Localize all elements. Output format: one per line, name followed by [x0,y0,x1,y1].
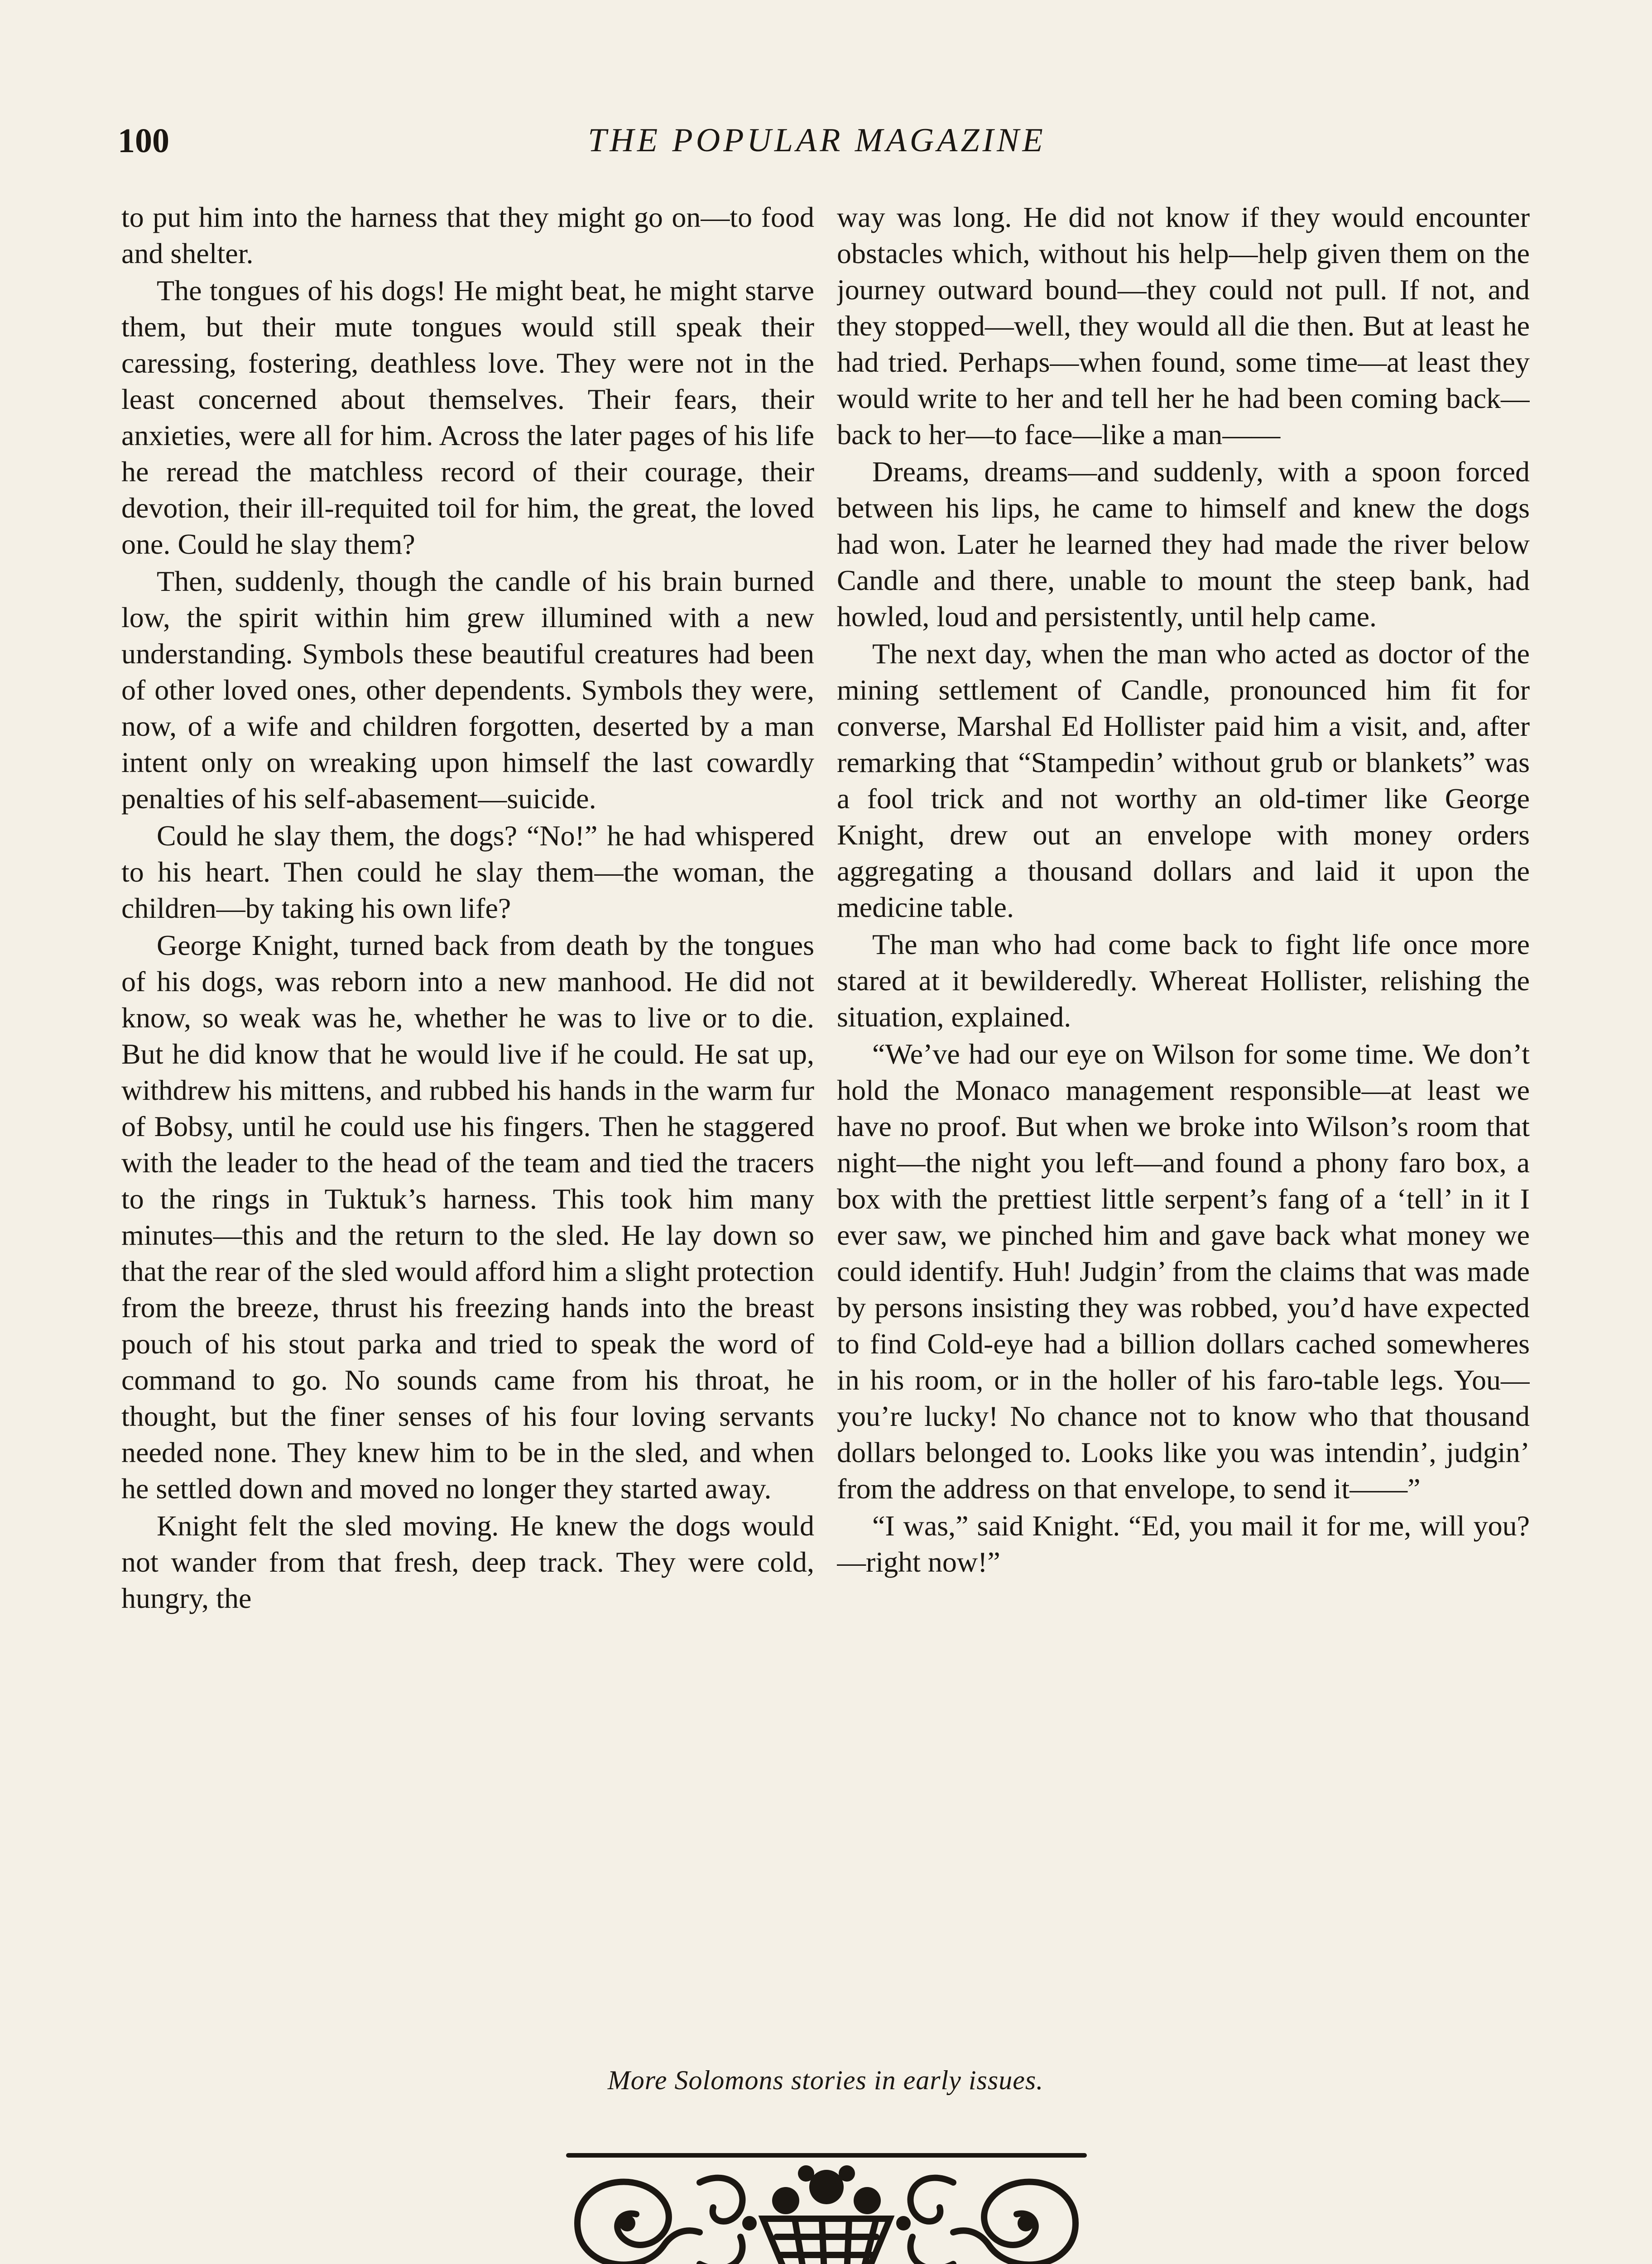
paragraph: The tongues of his dogs! He might beat, he might starve them, but their mute tongues would still speak their caressing, fostering, deathless love. They were not in the least concerned about themselves. Their fears, their anxieties, were all for him. Across the later pages of his life he reread the matchless record of their courage, their devotion, their ill-requited toil for him, the great, the loved one. Could he slay them? [121,274,814,560]
paragraph: George Knight, turned back from death by the tongues of his dogs, was reborn into a new manhood. He did not know, so weak was he, whether he was to live or to die. But he did know that he would live if he could. He sat up, withdrew his mittens, and rubbed his hands in the warm fur of Bobsy, until he could use his fingers. Then he staggered with the leader to the head of the team and tied the tracers to the rings in Tuktuk’s harness. This took him many minutes—this and the return to the sled. He lay down so that the rear of the sled would afford him a slight protection from the breeze, thrust his freezing hands into the breast pouch of his stout parka and tried to speak the word of command to go. No sounds came from his throat, he thought, but the finer senses of his four loving servants needed none. They knew him to be in the sled, and when he settled down and moved no longer they started away. [121,929,814,1505]
page-number: 100 [118,122,169,160]
floral-basket-ornament-icon [550,2128,1103,2264]
paragraph: Could he slay them, the dogs? “No!” he had whispered to his heart. Then could he slay them—the woman, the children—by taking his own life? [121,820,814,924]
paragraph: to put him into the harness that they might go on—to food and shelter. [121,201,814,269]
running-head [118,121,1516,167]
paragraph: The next day, when the man who acted as doctor of the mining settlement of Candle, pronounced him fit for converse, Marshal Ed Hollister paid him a visit, and, after remarking that “Stampedin’ without grub or blankets” was a fool trick and not worthy an old-timer like George Knight, drew out an envelope with money orders aggregating a thousand dollars and laid it upon the medicine table. [837,638,1530,923]
footer-note: More Solomons stories in early issues. [607,2065,1044,2095]
paragraph: “I was,” said Knight. “Ed, you mail it for me, will you?—right now!” [837,1510,1530,1578]
paragraph: Dreams, dreams—and suddenly, with a spoon forced between his lips, he came to himself and knew the dogs had won. Later he learned they had made the river below Candle and there, unable to mount the steep bank, had howled, loud and persistently, until help came. [837,456,1530,633]
paragraph: Then, suddenly, though the candle of his brain burned low, the spirit within him grew illumined with a new understanding. Symbols these beautiful creatures had been of other loved ones, other dependents. Symbols they were, now, of a wife and children forgotten, deserted by a man intent only on wreaking upon himself the last cowardly penalties of his self-abasement—suicide. [121,565,814,815]
paragraph: Knight felt the sled moving. He knew the dogs would not wander from that fresh, deep track. They were cold, hungry, the [121,1510,814,1614]
magazine-title: THE POPULAR MAGAZINE [588,122,1046,159]
paragraph: way was long. He did not know if they would encounter obstacles which, without his help—help given them on the journey outward bound—they could not pull. If not, and they stopped—well, they would all die then. But at least he had tried. Perhaps—when found, some time—at least they would write to her and tell her he had been coming back—back to her—to face—like a man—— [837,201,1530,451]
left-column [121,199,814,2051]
right-column [837,199,1530,2051]
paragraph: “We’ve had our eye on Wilson for some time. We don’t hold the Monaco management responsible—at least we have no proof. But when we broke into Wilson’s room that night—the night you left—and found a phony faro box, a box with the prettiest little serpent’s fang of a ‘tell’ in it I ever saw, we pinched him and gave back what money we could identify. Huh! Judgin’ from the claims that was made by persons insisting they was robbed, you’d have expected to find Cold-eye had a billion dollars cached somewheres in his room, or in the holler of his faro-table legs. You—you’re lucky! No chance not to know who that thousand dollars belonged to. Looks like you was intendin’, judgin’ from the address on that envelope, to send it——” [837,1038,1530,1505]
paragraph: The man who had come back to fight life once more stared at it bewilderedly. Whereat Hollister, relishing the situation, explained. [837,928,1530,1033]
